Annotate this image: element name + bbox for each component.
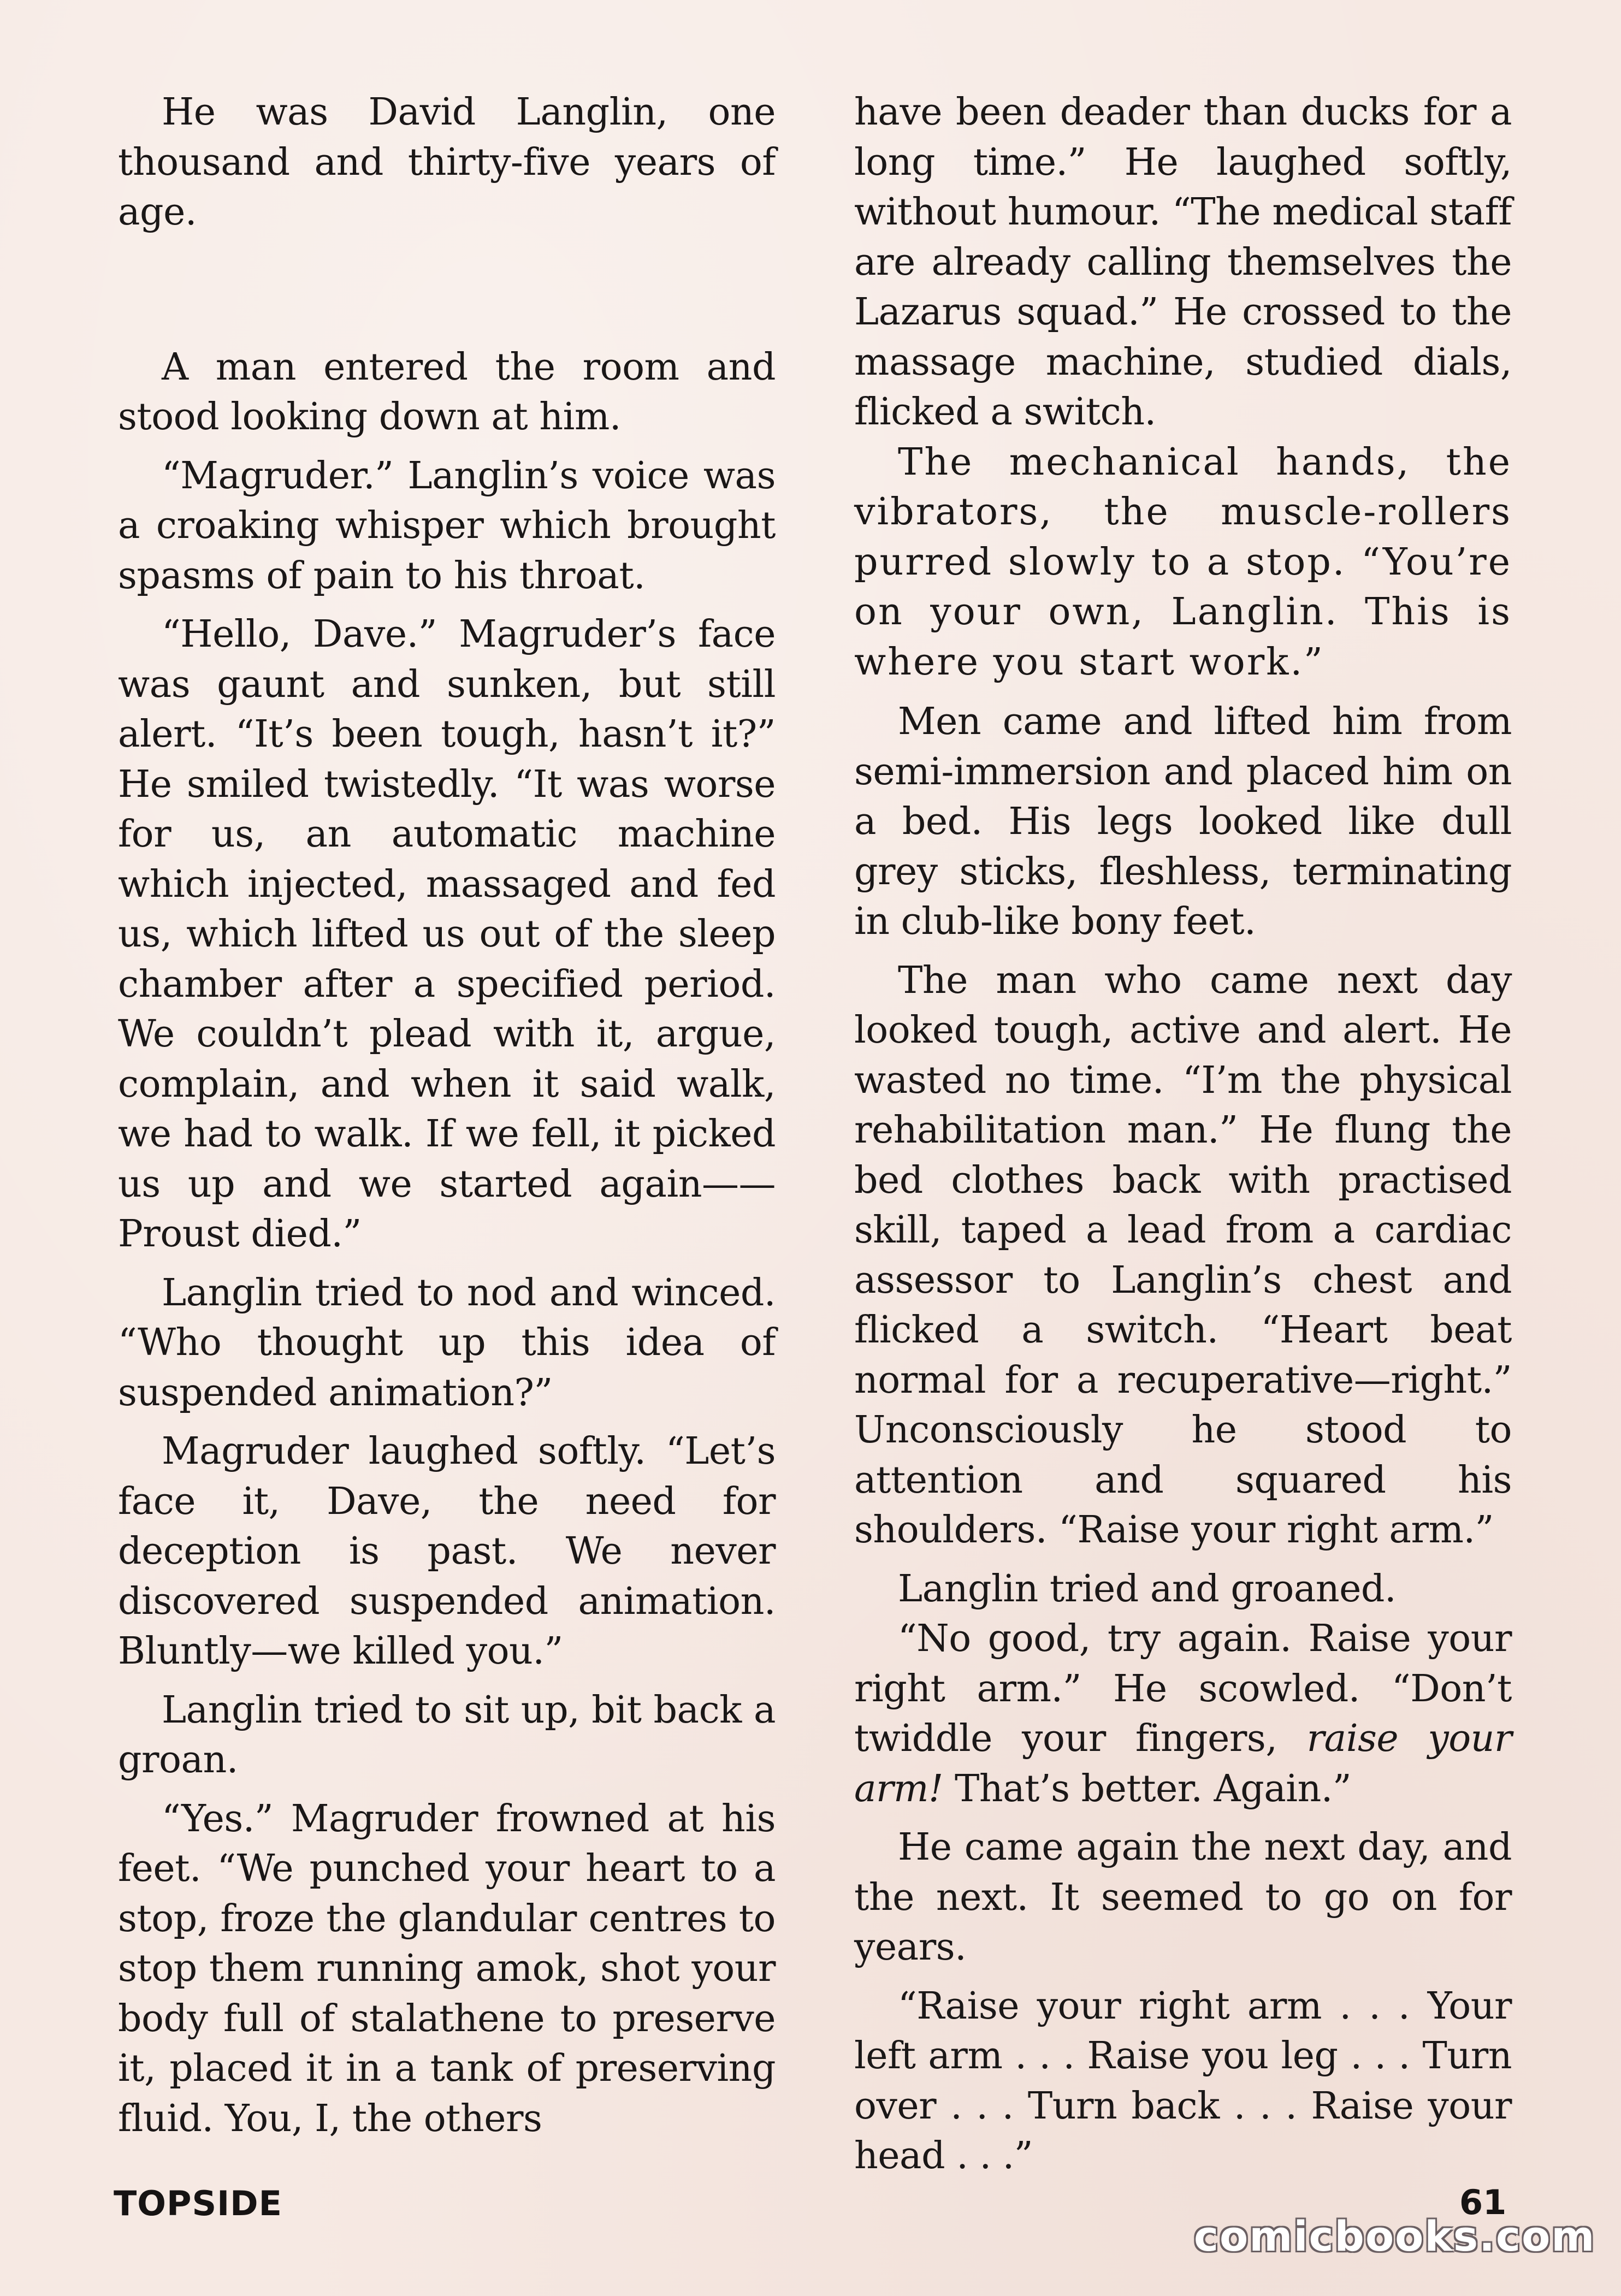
paragraph: [854, 1614, 1512, 1814]
paragraph: He was David Langlin, one thousand and thirty-five years of age.: [118, 91, 776, 234]
paragraph: “Raise your right arm . . . Your left arm . . . Raise you leg . . . Turn over . . . Turn back . . . Raise your head . . .”: [854, 1984, 1512, 2177]
paragraph: Langlin tried and groaned.: [898, 1567, 1397, 1611]
paragraph: The mechanical hands, the vibrators, the muscle-rollers purred slowly to a stop. “You’re on your own, Langlin. This is where you start work.”: [854, 440, 1512, 684]
paragraph-continued: have been deader than ducks for a long time.” He laughed softly, without humour. “The medical staff are already calling themselves the Lazarus squad.” He crossed to the massage machine, studied dials, flicked a switch.: [854, 91, 1512, 434]
paragraph: Langlin tried to nod and winced. “Who thought up this idea of suspended animation?”: [118, 1271, 776, 1415]
paragraph: He came again the next day, and the next. It seemed to go on for years.: [854, 1826, 1512, 1969]
page-number: 61: [1459, 2182, 1507, 2222]
dialogue-text: That’s better. Again.”: [943, 1767, 1352, 1810]
paragraph: “Magruder.” Langlin’s voice was a croaking whisper which brought spasms of pain to his throat.: [118, 454, 776, 597]
magazine-title: TOPSIDE: [114, 2183, 282, 2223]
paragraph: Magruder laughed softly. “Let’s face it, Dave, the need for deception is past. We never discovered suspended animation. Bluntly—we killed you.”: [118, 1430, 776, 1673]
text-column-left: [118, 87, 776, 2152]
paragraph: Men came and lifted him from semi-immersion and placed him on a bed. His legs looked like dull grey sticks, fleshless, terminating in club-like bony feet.: [854, 700, 1512, 943]
paragraph: “Hello, Dave.” Magruder’s face was gaunt and sunken, but still alert. “It’s been tough, hasn’t it?” He smiled twistedly. “It was worse for us, an automatic machine which injected, massaged and fed us, which lifted us out of the sleep chamber after a specified period. We couldn’t plead with it, argue, complain, and when it said walk, we had to walk. If we fell, it picked us up and we started again—— Proust died.”: [118, 613, 776, 1256]
paragraph: “Yes.” Magruder frowned at his feet. “We punched your heart to a stop, froze the glandular centres to stop them running amok, shot your body full of stalathene to preserve it, placed it in a tank of preserving fluid. You, I, the others: [118, 1797, 776, 2140]
paragraph: Langlin tried to sit up, bit back a groan.: [118, 1688, 776, 1782]
emphasized-text: raise your arm!: [854, 1717, 1512, 1810]
text-column-right: [854, 87, 1512, 2190]
dialogue-text: “No good, try again. Raise your right arm.” He scowled. “Don’t twiddle your fingers,: [854, 1617, 1512, 1760]
watermark: comicbooks.com: [1194, 2212, 1596, 2261]
paragraph: A man entered the room and stood looking down at him.: [118, 345, 776, 439]
paragraph: The man who came next day looked tough, active and alert. He wasted no time. “I’m the physical rehabilitation man.” He flung the bed clothes back with practised skill, taped a lead from a cardiac assessor to Langlin’s chest and flicked a switch. “Heart beat normal for a recuperative—right.” Unconsciously he stood to attention and squared his shoulders. “Raise your right arm.”: [854, 958, 1512, 1552]
